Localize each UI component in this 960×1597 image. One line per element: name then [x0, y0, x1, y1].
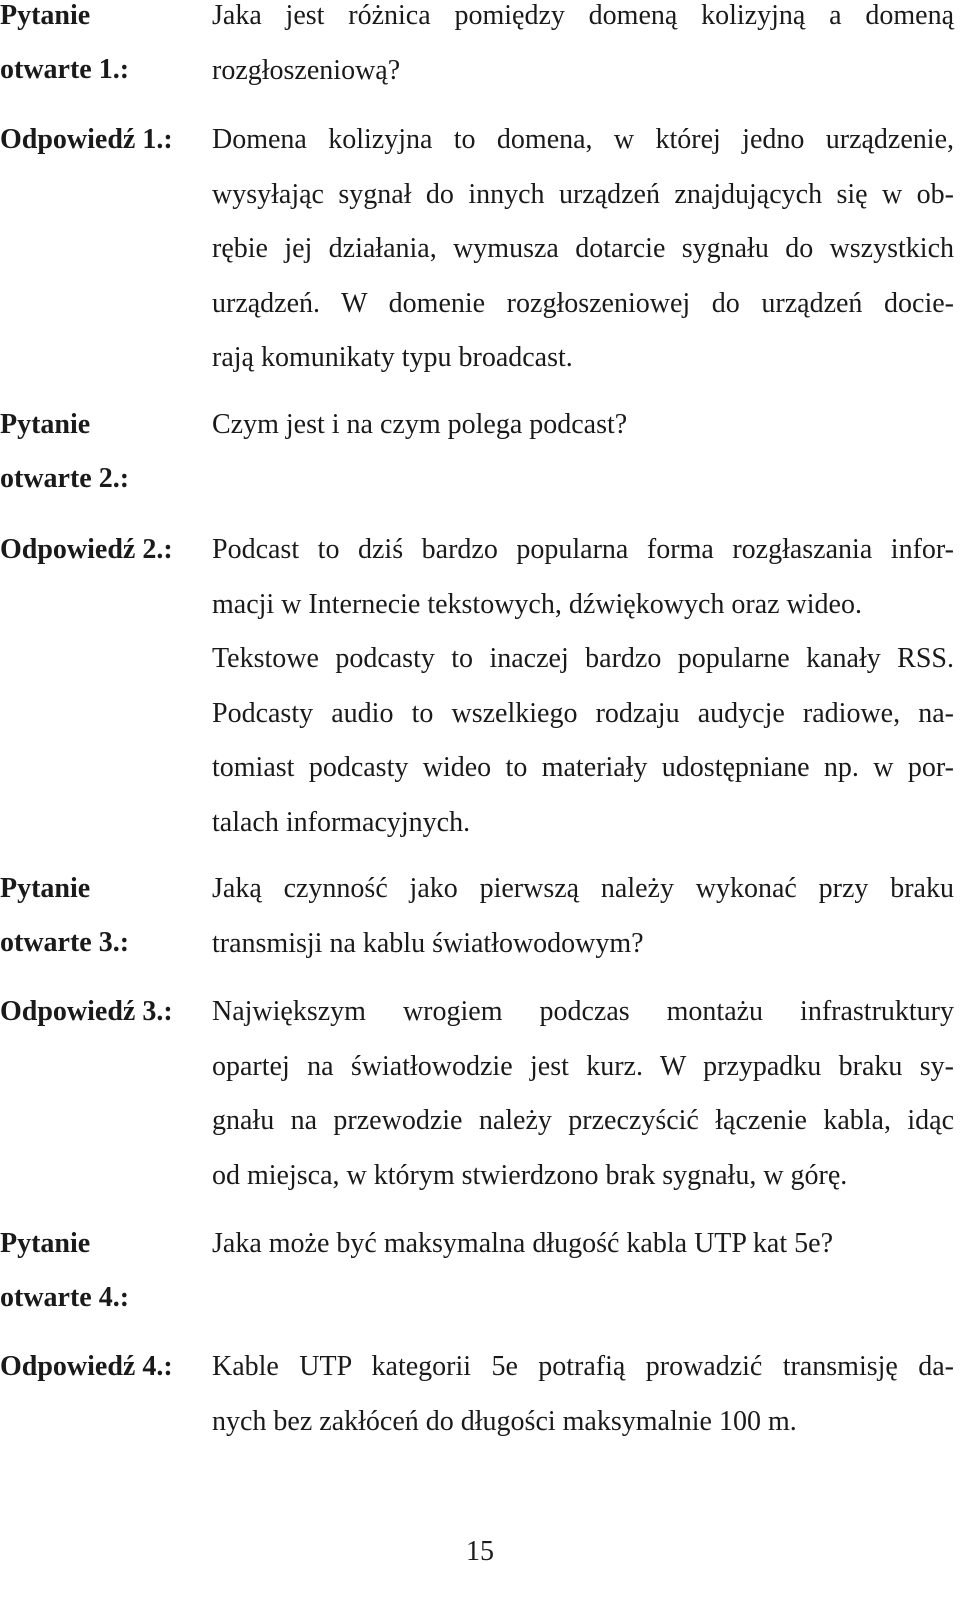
question-2: [0, 398, 960, 506]
answer-2: [0, 523, 960, 850]
question-label: Pytanie otwarte 3.:: [0, 873, 130, 958]
text-line: transmisji na kablu światłowodowym?: [212, 927, 644, 959]
answer-label: Odpowiedź 2.:: [0, 534, 173, 565]
text-line: Czym jest i na czym polega podcast?: [212, 409, 628, 440]
text-line: Jaka może być maksymalna długość kabla UTP kat 5e?: [212, 1228, 833, 1259]
answer-text: [212, 523, 954, 850]
question-label: Pytanie otwarte 4.:: [0, 1228, 130, 1313]
text-line: rają komunikaty typu broadcast.: [212, 342, 573, 373]
text-line: Jaką czynność jako pierwszą należy wykonać przy braku: [212, 873, 954, 904]
text-line: Największym wrogiem podczas montażu infrastruktury: [212, 996, 954, 1027]
answer-label: Odpowiedź 3.:: [0, 996, 173, 1027]
page-number: 15: [466, 1536, 494, 1567]
text-line: Kable UTP kategorii 5e potrafią prowadzić transmisję da-: [212, 1351, 954, 1382]
question-1: [0, 0, 960, 98]
text-line: urządzeń. W domenie rozgłoszeniowej do urządzeń docie-: [212, 287, 954, 319]
text-line: wysyłając sygnał do innych urządzeń znajdujących się w ob-: [212, 178, 954, 210]
answer-4: [0, 1340, 960, 1449]
answer-label: Odpowiedź 4.:: [0, 1351, 173, 1382]
question-text: [212, 862, 954, 971]
text-line: Podcasty audio to wszelkiego rodzaju audycje radiowe, na-: [212, 697, 954, 729]
text-line: macji w Internecie tekstowych, dźwiękowych oraz wideo.: [212, 588, 862, 620]
question-text: [212, 1217, 954, 1272]
answer-text: [212, 1340, 954, 1449]
question-4: [0, 1217, 960, 1325]
answer-label: Odpowiedź 1.:: [0, 124, 173, 155]
text-line: tomiast podcasty wideo to materiały udostępniane np. w por-: [212, 752, 954, 783]
text-line: Domena kolizyjna to domena, w której jedno urządzenie,: [212, 124, 954, 155]
text-line: rębie jej działania, wymusza dotarcie sygnału do wszystkich: [212, 233, 954, 264]
text-line: od miejsca, w którym stwierdzono brak sygnału, w górę.: [212, 1159, 848, 1191]
text-line: nych bez zakłóceń do długości maksymalnie 100 m.: [212, 1405, 797, 1437]
question-label: Pytanie otwarte 2.:: [0, 409, 130, 494]
answer-text: [212, 113, 954, 386]
answer-3: [0, 985, 960, 1203]
question-text: [212, 398, 954, 453]
question-text: [212, 0, 954, 98]
answer-1: [0, 113, 960, 386]
text-line: gnału na przewodzie należy przeczyścić łączenie kabla, idąc: [212, 1105, 954, 1136]
text-line: Jaka jest różnica pomiędzy domeną kolizyjną a domeną: [212, 0, 954, 31]
text-line: opartej na światłowodzie jest kurz. W przypadku braku sy-: [212, 1050, 954, 1082]
text-line: rozgłoszeniową?: [212, 54, 401, 86]
question-label: Pytanie otwarte 1.:: [0, 0, 130, 85]
text-line: Podcast to dziś bardzo popularna forma rozgłaszania infor-: [212, 534, 954, 565]
text-line: Tekstowe podcasty to inaczej bardzo popularne kanały RSS.: [212, 643, 954, 674]
text-line: talach informacyjnych.: [212, 806, 471, 838]
answer-text: [212, 985, 954, 1203]
question-3: [0, 862, 960, 971]
